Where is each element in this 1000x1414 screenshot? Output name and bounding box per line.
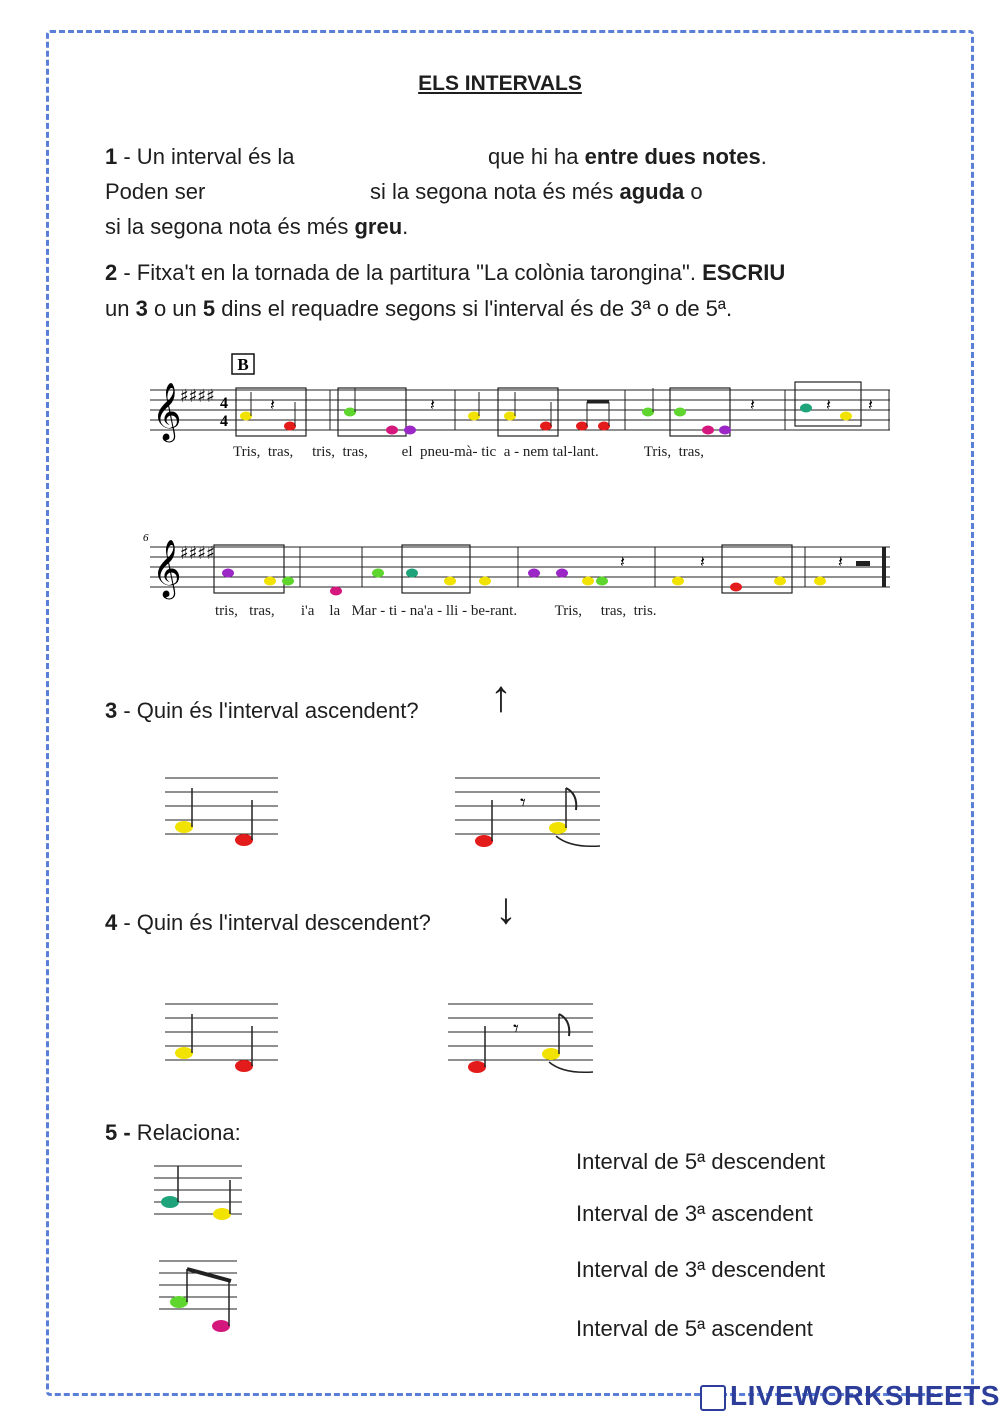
q5-option-2[interactable]: Interval de 3ª ascendent (576, 1201, 813, 1226)
q5-staff-a[interactable] (150, 1160, 250, 1230)
rest-3: 𝄽 (750, 397, 755, 414)
key-signature: ♯♯♯♯ (180, 386, 215, 407)
q2-line1 (105, 260, 785, 286)
q1-text-c: si la segona nota és més (370, 179, 620, 204)
answer-boxes-2 (214, 545, 792, 593)
q1-text-bold-entre: entre dues notes (584, 144, 761, 169)
arrow-down-icon: ↓ (495, 884, 517, 933)
q3-line (105, 698, 419, 724)
arrow-up-icon: ↑ (490, 672, 512, 721)
q2-text-a: - Fitxa't en la tornada de la partitura "La colònia tarongina". (117, 260, 703, 285)
q2-text-o-un: o un (147, 296, 203, 321)
notes-1 (240, 388, 852, 435)
q1-text-dot: . (760, 144, 767, 169)
q1-number: 1 (105, 144, 118, 169)
q1-line2-b (370, 179, 703, 205)
q2-text-5: 5 (202, 296, 216, 321)
time-sig-top: 4 (220, 395, 228, 412)
q1-text-dot2: . (402, 214, 409, 239)
q1-text-o: o (684, 179, 703, 204)
rest-8: 𝄽 (838, 554, 843, 571)
q1-line3 (105, 214, 408, 240)
treble-clef: 𝄞 (152, 382, 182, 440)
q2-text-rest: dins el requadre segons si l'interval és de 3ª o de 5ª. (215, 296, 733, 321)
q4-number: 4 (105, 910, 118, 935)
q3-option-b[interactable] (450, 770, 610, 860)
q1-text-b: que hi ha (488, 144, 585, 169)
q4-option-b[interactable] (443, 996, 603, 1086)
q1-blank-1[interactable] (330, 142, 480, 170)
q3-number: 3 (105, 698, 118, 723)
treble-clef-2: 𝄞 (152, 539, 182, 597)
q5-number: 5 - (105, 1120, 131, 1145)
rest-5: 𝄽 (868, 397, 873, 414)
measure-number: 6 (143, 532, 149, 544)
q1-text-a: - Un interval és la (117, 144, 295, 169)
time-sig-bottom: 4 (220, 413, 228, 430)
key-signature-2: ♯♯♯♯ (180, 543, 215, 564)
q5-staff-b[interactable] (155, 1255, 255, 1335)
eighth-rest-2: 𝄾 (513, 1017, 519, 1042)
q2-number: 2 (105, 260, 118, 285)
rest-6: 𝄽 (620, 554, 625, 571)
q5-option-3[interactable]: Interval de 3ª descendent (576, 1257, 826, 1282)
q1-text-bold-greu: greu (354, 214, 403, 239)
rehearsal-mark: B (237, 355, 249, 374)
q2-text-3: 3 (135, 296, 148, 321)
logo-text: LIVEWORKSHEETS (730, 1380, 1000, 1411)
q4-option-a[interactable] (160, 996, 290, 1086)
q1-line2 (105, 179, 205, 205)
q1-text-poden: Poden ser (105, 179, 206, 204)
rest-7: 𝄽 (700, 554, 705, 571)
half-rest (856, 561, 870, 566)
rest-2: 𝄽 (430, 397, 435, 414)
q5-text: Relaciona: (130, 1120, 241, 1145)
q1-text-d: si la segona nota és més (105, 214, 355, 239)
staff-lines-1 (150, 390, 890, 430)
logo-mark-icon (700, 1385, 726, 1411)
rest-4: 𝄽 (826, 397, 831, 414)
q5-line (105, 1120, 241, 1146)
q5-option-1[interactable]: Interval de 5ª descendent (576, 1149, 826, 1174)
notes-2 (222, 569, 826, 596)
q1-line1-b (488, 144, 767, 170)
q4-line (105, 910, 431, 936)
lyrics-line-2: tris, tras, i'a la Mar - ti - na'a - lli - be-rant. Tris, tras, tris. (215, 603, 657, 619)
q1-text-bold-aguda: aguda (619, 179, 685, 204)
page-title: ELS INTERVALS (418, 72, 582, 95)
q2-text-un: un (105, 296, 136, 321)
eighth-rest: 𝄾 (520, 791, 526, 816)
q5-option-4[interactable]: Interval de 5ª ascendent (576, 1316, 813, 1341)
q1-blank-3[interactable] (765, 177, 915, 205)
q4-text: - Quin és l'interval descendent? (117, 910, 431, 935)
q1-line1 (105, 144, 295, 170)
q2-text-escriu: ESCRIU (702, 260, 786, 285)
liveworksheets-logo (700, 1380, 1000, 1412)
score-line-2 (140, 525, 900, 605)
q3-option-a[interactable] (160, 770, 290, 860)
q2-line2 (105, 296, 732, 322)
score-line-1 (140, 350, 900, 450)
q1-blank-2[interactable] (226, 177, 366, 205)
rest-1: 𝄽 (270, 397, 275, 414)
lyrics-line-1: Tris, tras, tris, tras, el pneu-mà- tic a - nem tal-lant. Tris, tras, (233, 444, 705, 460)
q3-text: - Quin és l'interval ascendent? (117, 698, 419, 723)
